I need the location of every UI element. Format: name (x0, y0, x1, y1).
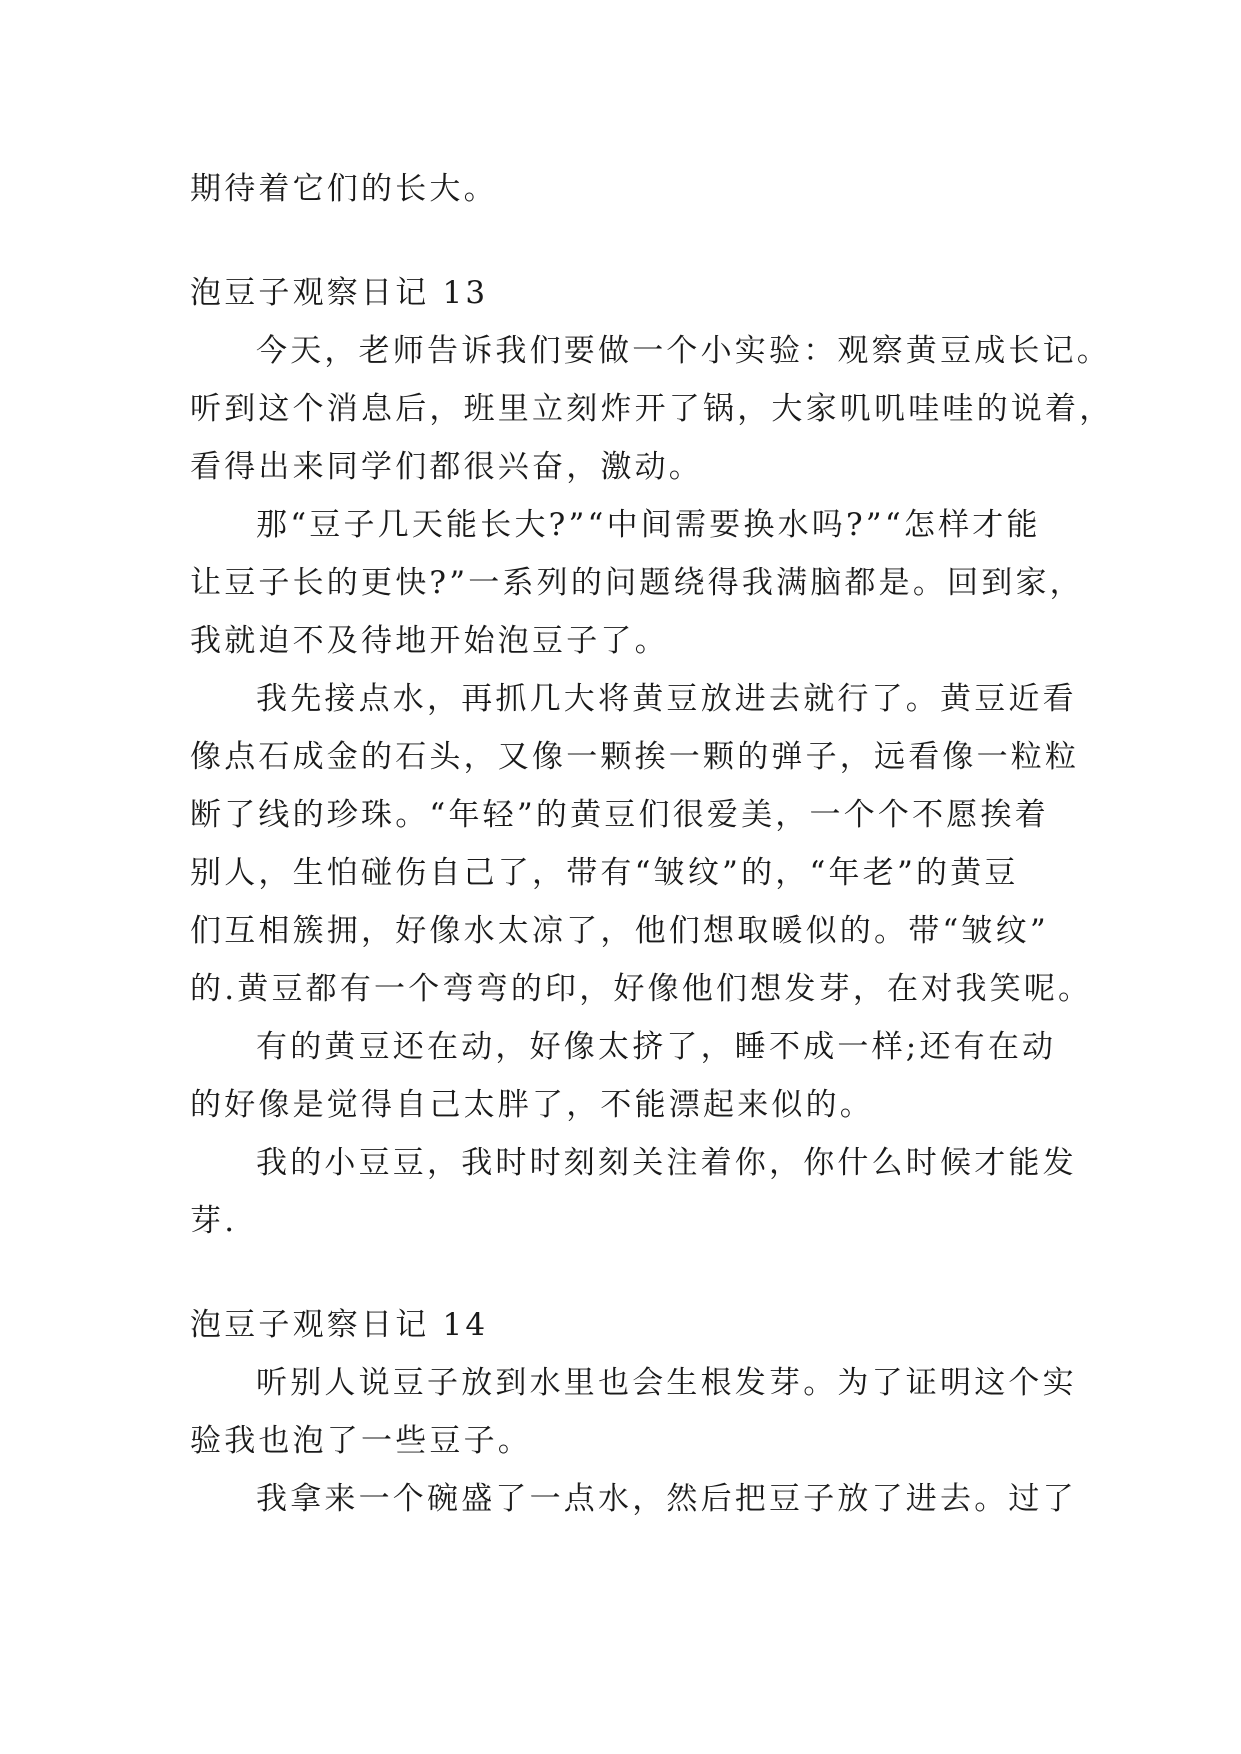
section-title: 泡豆子观察日记 13 (190, 275, 489, 311)
paragraph-line: 像点石成金的石头，又像一颗挨一颗的弹子，远看像一粒粒 (190, 739, 1080, 775)
paragraph-line: 别人，生怕碰伤自己了，带有“皱纹”的，“年老”的黄豆 (190, 855, 1019, 891)
paragraph-line: 芽. (190, 1203, 238, 1239)
section-spacer (190, 218, 1070, 264)
paragraph-line: 我就迫不及待地开始泡豆子了。 (190, 623, 669, 659)
paragraph-line: 那“豆子几天能长大?”“中间需要换水吗?”“怎样才能 (256, 507, 1041, 543)
paragraph-line: 看得出来同学们都很兴奋，激动。 (190, 449, 703, 485)
paragraph-line: 听到这个消息后，班里立刻炸开了锅，大家叽叽哇哇的说着， (190, 391, 1114, 427)
paragraph-line: 听别人说豆子放到水里也会生根发芽。为了证明这个实 (256, 1365, 1077, 1401)
paragraph-line: 我拿来一个碗盛了一点水，然后把豆子放了进去。过了 (256, 1481, 1077, 1517)
paragraph-line: 的好像是觉得自己太胖了，不能漂起来似的。 (190, 1087, 874, 1123)
paragraph-line: 断了线的珍珠。“年轻”的黄豆们很爱美，一个个不愿挨着 (190, 797, 1049, 833)
paragraph-line: 我先接点水，再抓几大将黄豆放进去就行了。黄豆近看 (256, 681, 1077, 717)
paragraph-line: 今天，老师告诉我们要做一个小实验：观察黄豆成长记。 (256, 333, 1111, 369)
section-title: 泡豆子观察日记 14 (190, 1307, 489, 1343)
paragraph-line: 有的黄豆还在动，好像太挤了，睡不成一样;还有在动 (256, 1029, 1057, 1065)
paragraph-line: 的.黄豆都有一个弯弯的印，好像他们想发芽，在对我笑呢。 (190, 971, 1093, 1007)
paragraph-line: 验我也泡了一些豆子。 (190, 1423, 532, 1459)
paragraph-line: 期待着它们的长大。 (190, 171, 498, 207)
section-spacer (190, 1250, 1070, 1296)
paragraph-line: 们互相簇拥，好像水太凉了，他们想取暖似的。带“皱纹” (190, 913, 1049, 949)
document-body (190, 160, 1114, 1528)
paragraph-line: 我的小豆豆，我时时刻刻关注着你，你什么时候才能发 (256, 1145, 1077, 1181)
paragraph-line: 让豆子长的更快?”一系列的问题绕得我满脑都是。回到家， (190, 565, 1084, 601)
